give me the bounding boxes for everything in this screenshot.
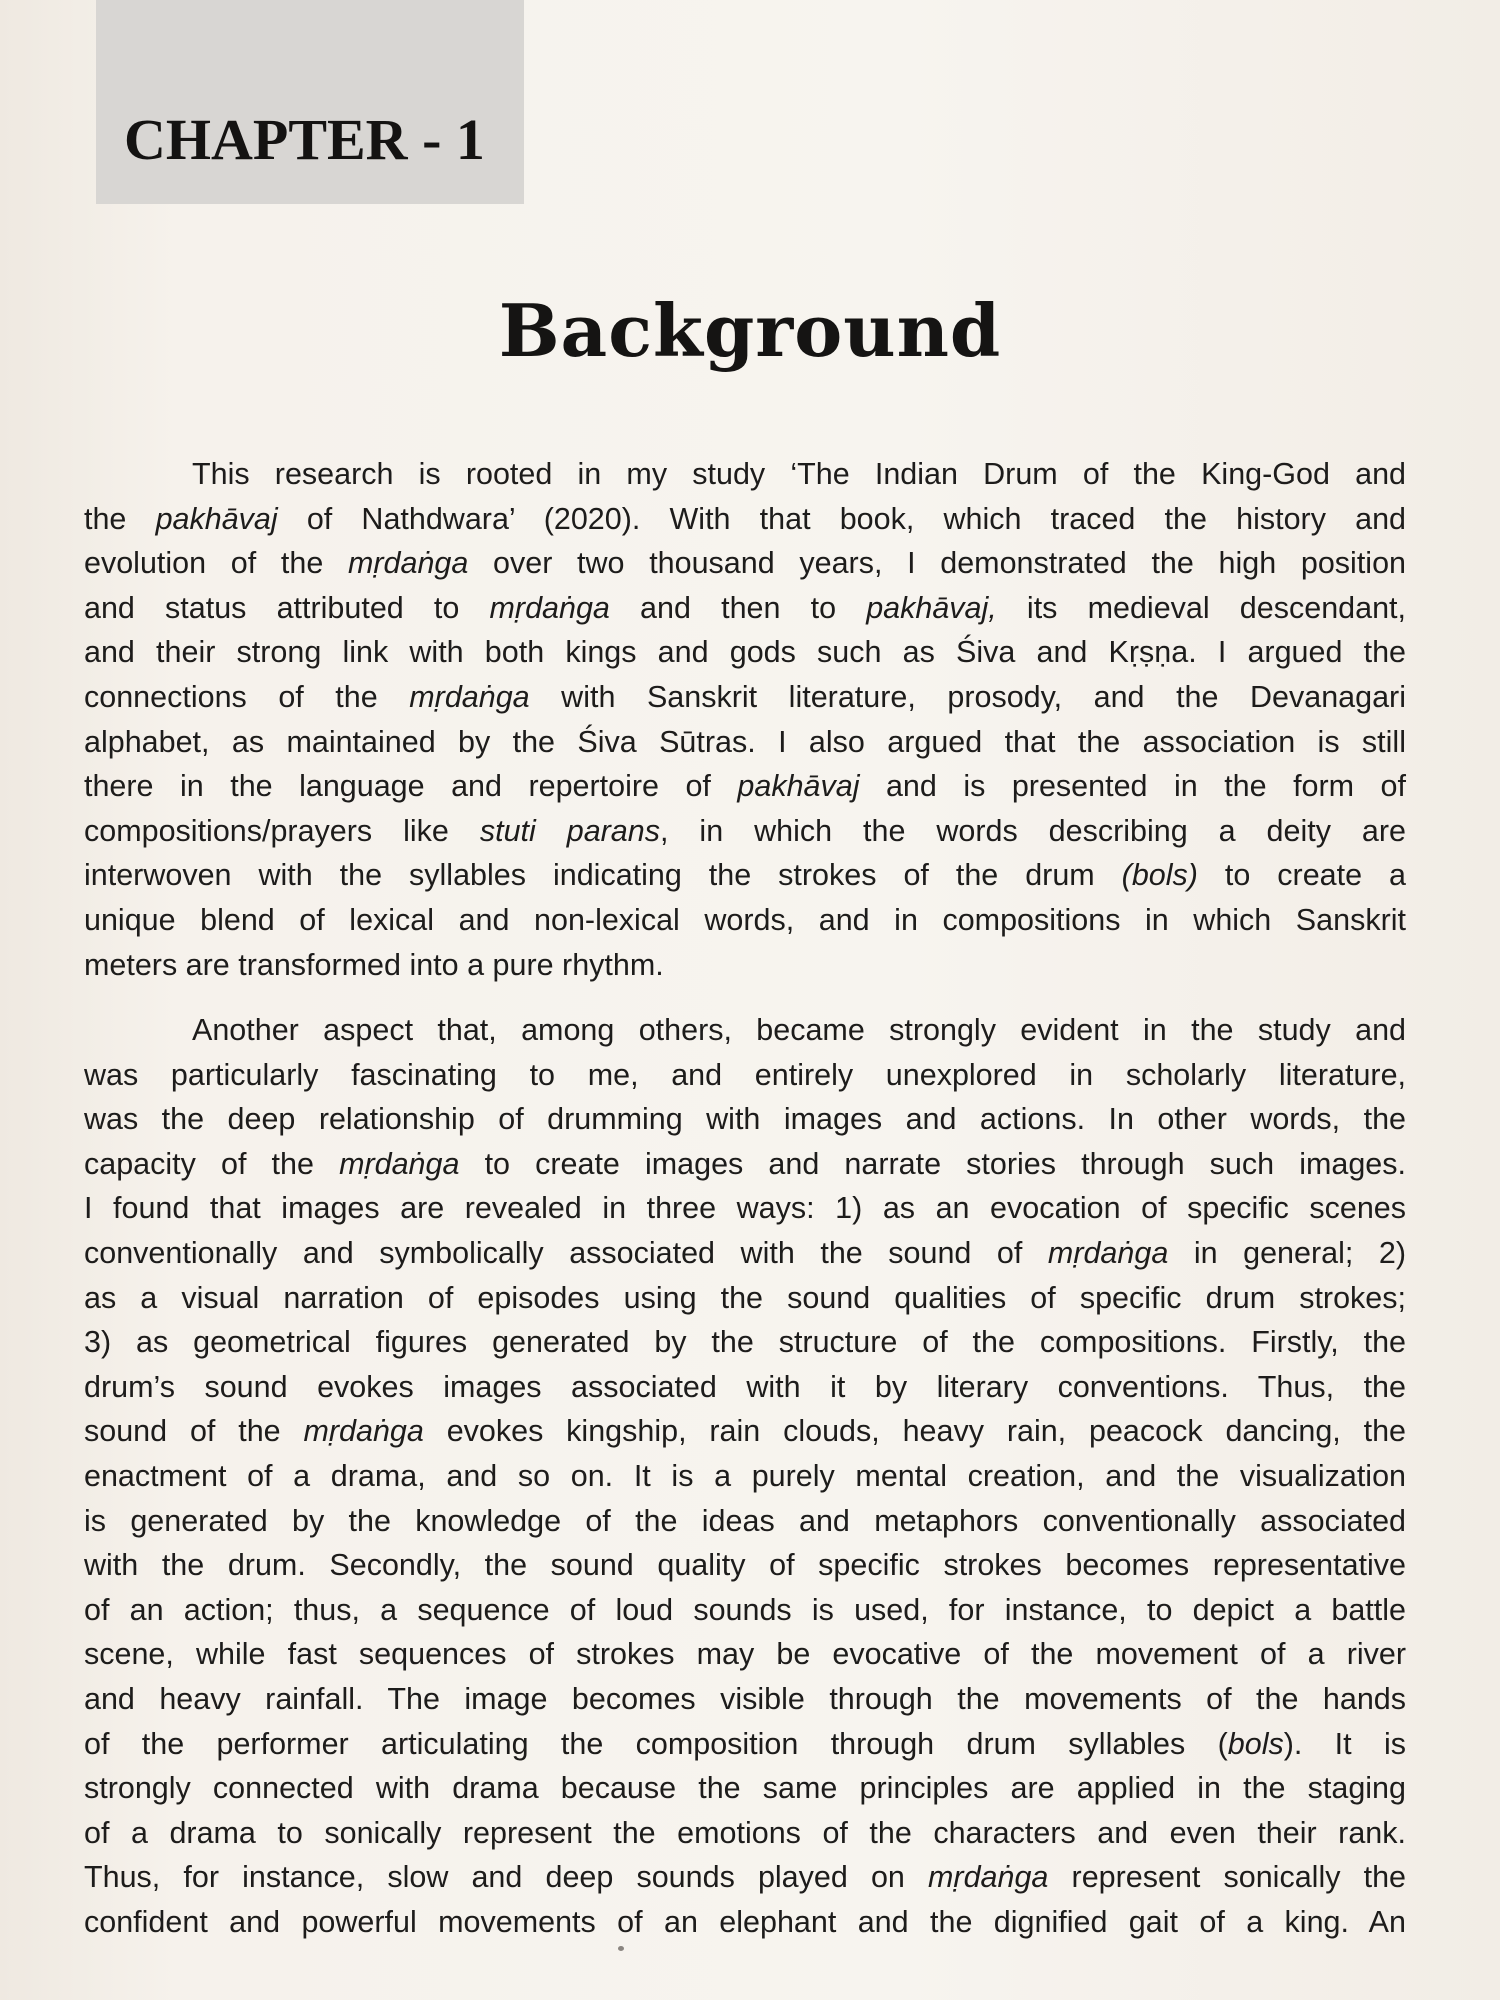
text-line (84, 1320, 1406, 1364)
text-segment: the (84, 502, 156, 536)
text-segment: enactment of a drama, and so on. It is a purely mental creation, and the visualization (84, 1459, 1406, 1493)
text-segment: represent sonically the (1048, 1860, 1407, 1894)
text-segment: interwoven with the syllables indicating the strokes of the drum (84, 858, 1122, 892)
text-line (84, 1053, 1406, 1097)
text-line (84, 943, 1406, 987)
italic-term: pakhāvaj (155, 502, 278, 536)
text-line (84, 1677, 1406, 1721)
text-line (84, 630, 1406, 674)
text-segment: to create a (1197, 858, 1407, 892)
text-segment: was the deep relationship of drumming with images and actions. In other words, the (84, 1102, 1406, 1136)
italic-term: mṛdaṅga (409, 680, 530, 714)
text-segment: evolution of the (84, 546, 348, 580)
text-segment: sound of the (84, 1414, 304, 1448)
text-line (84, 1588, 1406, 1632)
text-segment: of a drama to sonically represent the emotions of the characters and even their rank. (84, 1816, 1406, 1850)
text-segment: its medieval descendant, (996, 591, 1406, 625)
text-line (84, 720, 1406, 764)
text-segment: evokes kingship, rain clouds, heavy rain, peacock dancing, the (423, 1414, 1406, 1448)
text-segment: strongly connected with drama because the same principles are applied in the staging (84, 1771, 1406, 1805)
text-segment: was particularly fascinating to me, and entirely unexplored in scholarly literature, (84, 1058, 1406, 1092)
italic-term: mṛdaṅga (489, 591, 610, 625)
text-segment: meters are transformed into a pure rhythm. (84, 948, 664, 982)
text-segment: conventionally and symbolically associated with the sound of (84, 1236, 1048, 1270)
text-segment: of an action; thus, a sequence of loud sounds is used, for instance, to depict a battle (84, 1593, 1406, 1627)
text-segment: unique blend of lexical and non-lexical words, and in compositions in which Sanskrit (84, 903, 1406, 937)
text-segment: I found that images are revealed in three ways: 1) as an evocation of specific scenes (84, 1191, 1406, 1225)
text-segment: of the performer articulating the composition through drum syllables ( (84, 1727, 1228, 1761)
text-line (84, 1632, 1406, 1676)
text-line (84, 853, 1406, 897)
text-segment: and their strong link with both kings and gods such as Śiva and Kṛṣṇa. I argued the (84, 635, 1406, 669)
text-segment: , in which the words describing a deity are (660, 814, 1407, 848)
text-line (84, 1276, 1406, 1320)
text-line (84, 1811, 1406, 1855)
text-segment: in general; 2) (1168, 1236, 1407, 1270)
text-line (84, 764, 1406, 808)
text-line (84, 586, 1406, 630)
text-segment: alphabet, as maintained by the Śiva Sūtras. I also argued that the association is still (84, 725, 1406, 759)
text-segment: scene, while fast sequences of strokes may be evocative of the movement of a river (84, 1637, 1406, 1671)
text-line (84, 1499, 1406, 1543)
italic-term: bols (1227, 1727, 1284, 1761)
text-segment: and heavy rainfall. The image becomes visible through the movements of the hands (84, 1682, 1406, 1716)
text-line (84, 1855, 1406, 1899)
italic-term: mṛdaṅga (928, 1860, 1049, 1894)
text-line (84, 675, 1406, 719)
text-line (84, 1900, 1406, 1944)
text-segment: 3) as geometrical figures generated by the structure of the compositions. Firstly, the (84, 1325, 1406, 1359)
page-title: Background (498, 288, 1002, 373)
text-segment: Thus, for instance, slow and deep sounds played on (84, 1860, 929, 1894)
text-line (84, 809, 1406, 853)
text-segment: Another aspect that, among others, became strongly evident in the study and (192, 1013, 1406, 1047)
text-segment: confident and powerful movements of an elephant and the dignified gait of a king. An (84, 1905, 1406, 1939)
text-line (84, 1186, 1406, 1230)
text-segment: over two thousand years, I demonstrated the high position (468, 546, 1406, 580)
text-segment: capacity of the (84, 1147, 340, 1181)
text-line (84, 1142, 1406, 1186)
text-segment: This research is rooted in my study ‘The Indian Drum of the King-God and (192, 457, 1406, 491)
text-segment: with Sanskrit literature, prosody, and the Devanagari (529, 680, 1406, 714)
text-segment: of Nathdwara’ (2020). With that book, which traced the history and (277, 502, 1406, 536)
text-line (84, 497, 1406, 541)
text-segment: drum’s sound evokes images associated with it by literary conventions. Thus, the (84, 1370, 1406, 1404)
text-segment: as a visual narration of episodes using the sound qualities of specific drum strokes; (84, 1281, 1406, 1315)
italic-term: mṛdaṅga (339, 1147, 460, 1181)
text-segment: to create images and narrate stories through such images. (459, 1147, 1406, 1181)
text-line (84, 1097, 1406, 1141)
italic-term: mṛdaṅga (303, 1414, 424, 1448)
text-line (84, 541, 1406, 585)
text-line (84, 1722, 1406, 1766)
text-segment: there in the language and repertoire of (84, 769, 738, 803)
text-line (84, 1365, 1406, 1409)
chapter-label: CHAPTER - 1 (124, 107, 485, 172)
text-line (84, 1543, 1406, 1587)
italic-term: mṛdaṅga (1047, 1236, 1169, 1270)
text-line (84, 898, 1406, 942)
text-line (192, 1008, 1406, 1052)
italic-term: (bols) (1121, 858, 1198, 892)
italic-term: pakhāvaj, (866, 591, 997, 625)
text-segment: and then to (609, 591, 867, 625)
text-segment: is generated by the knowledge of the ideas and metaphors conventionally associated (84, 1504, 1406, 1538)
chapter-heading-box (96, 0, 524, 204)
text-line (84, 1409, 1406, 1453)
text-segment: and status attributed to (84, 591, 490, 625)
italic-term: pakhāvaj (737, 769, 860, 803)
print-speck (618, 1946, 624, 1951)
text-line (192, 452, 1406, 496)
text-line (84, 1766, 1406, 1810)
italic-term: mṛdaṅga (347, 546, 469, 580)
italic-term: stuti parans (479, 814, 660, 848)
text-line (84, 1231, 1406, 1275)
text-segment: with the drum. Secondly, the sound quality of specific strokes becomes representative (84, 1548, 1406, 1582)
text-line (84, 1454, 1406, 1498)
text-segment: compositions/prayers like (84, 814, 480, 848)
text-segment: ). It is (1283, 1727, 1406, 1761)
text-segment: connections of the (84, 680, 410, 714)
text-segment: and is presented in the form of (859, 769, 1406, 803)
